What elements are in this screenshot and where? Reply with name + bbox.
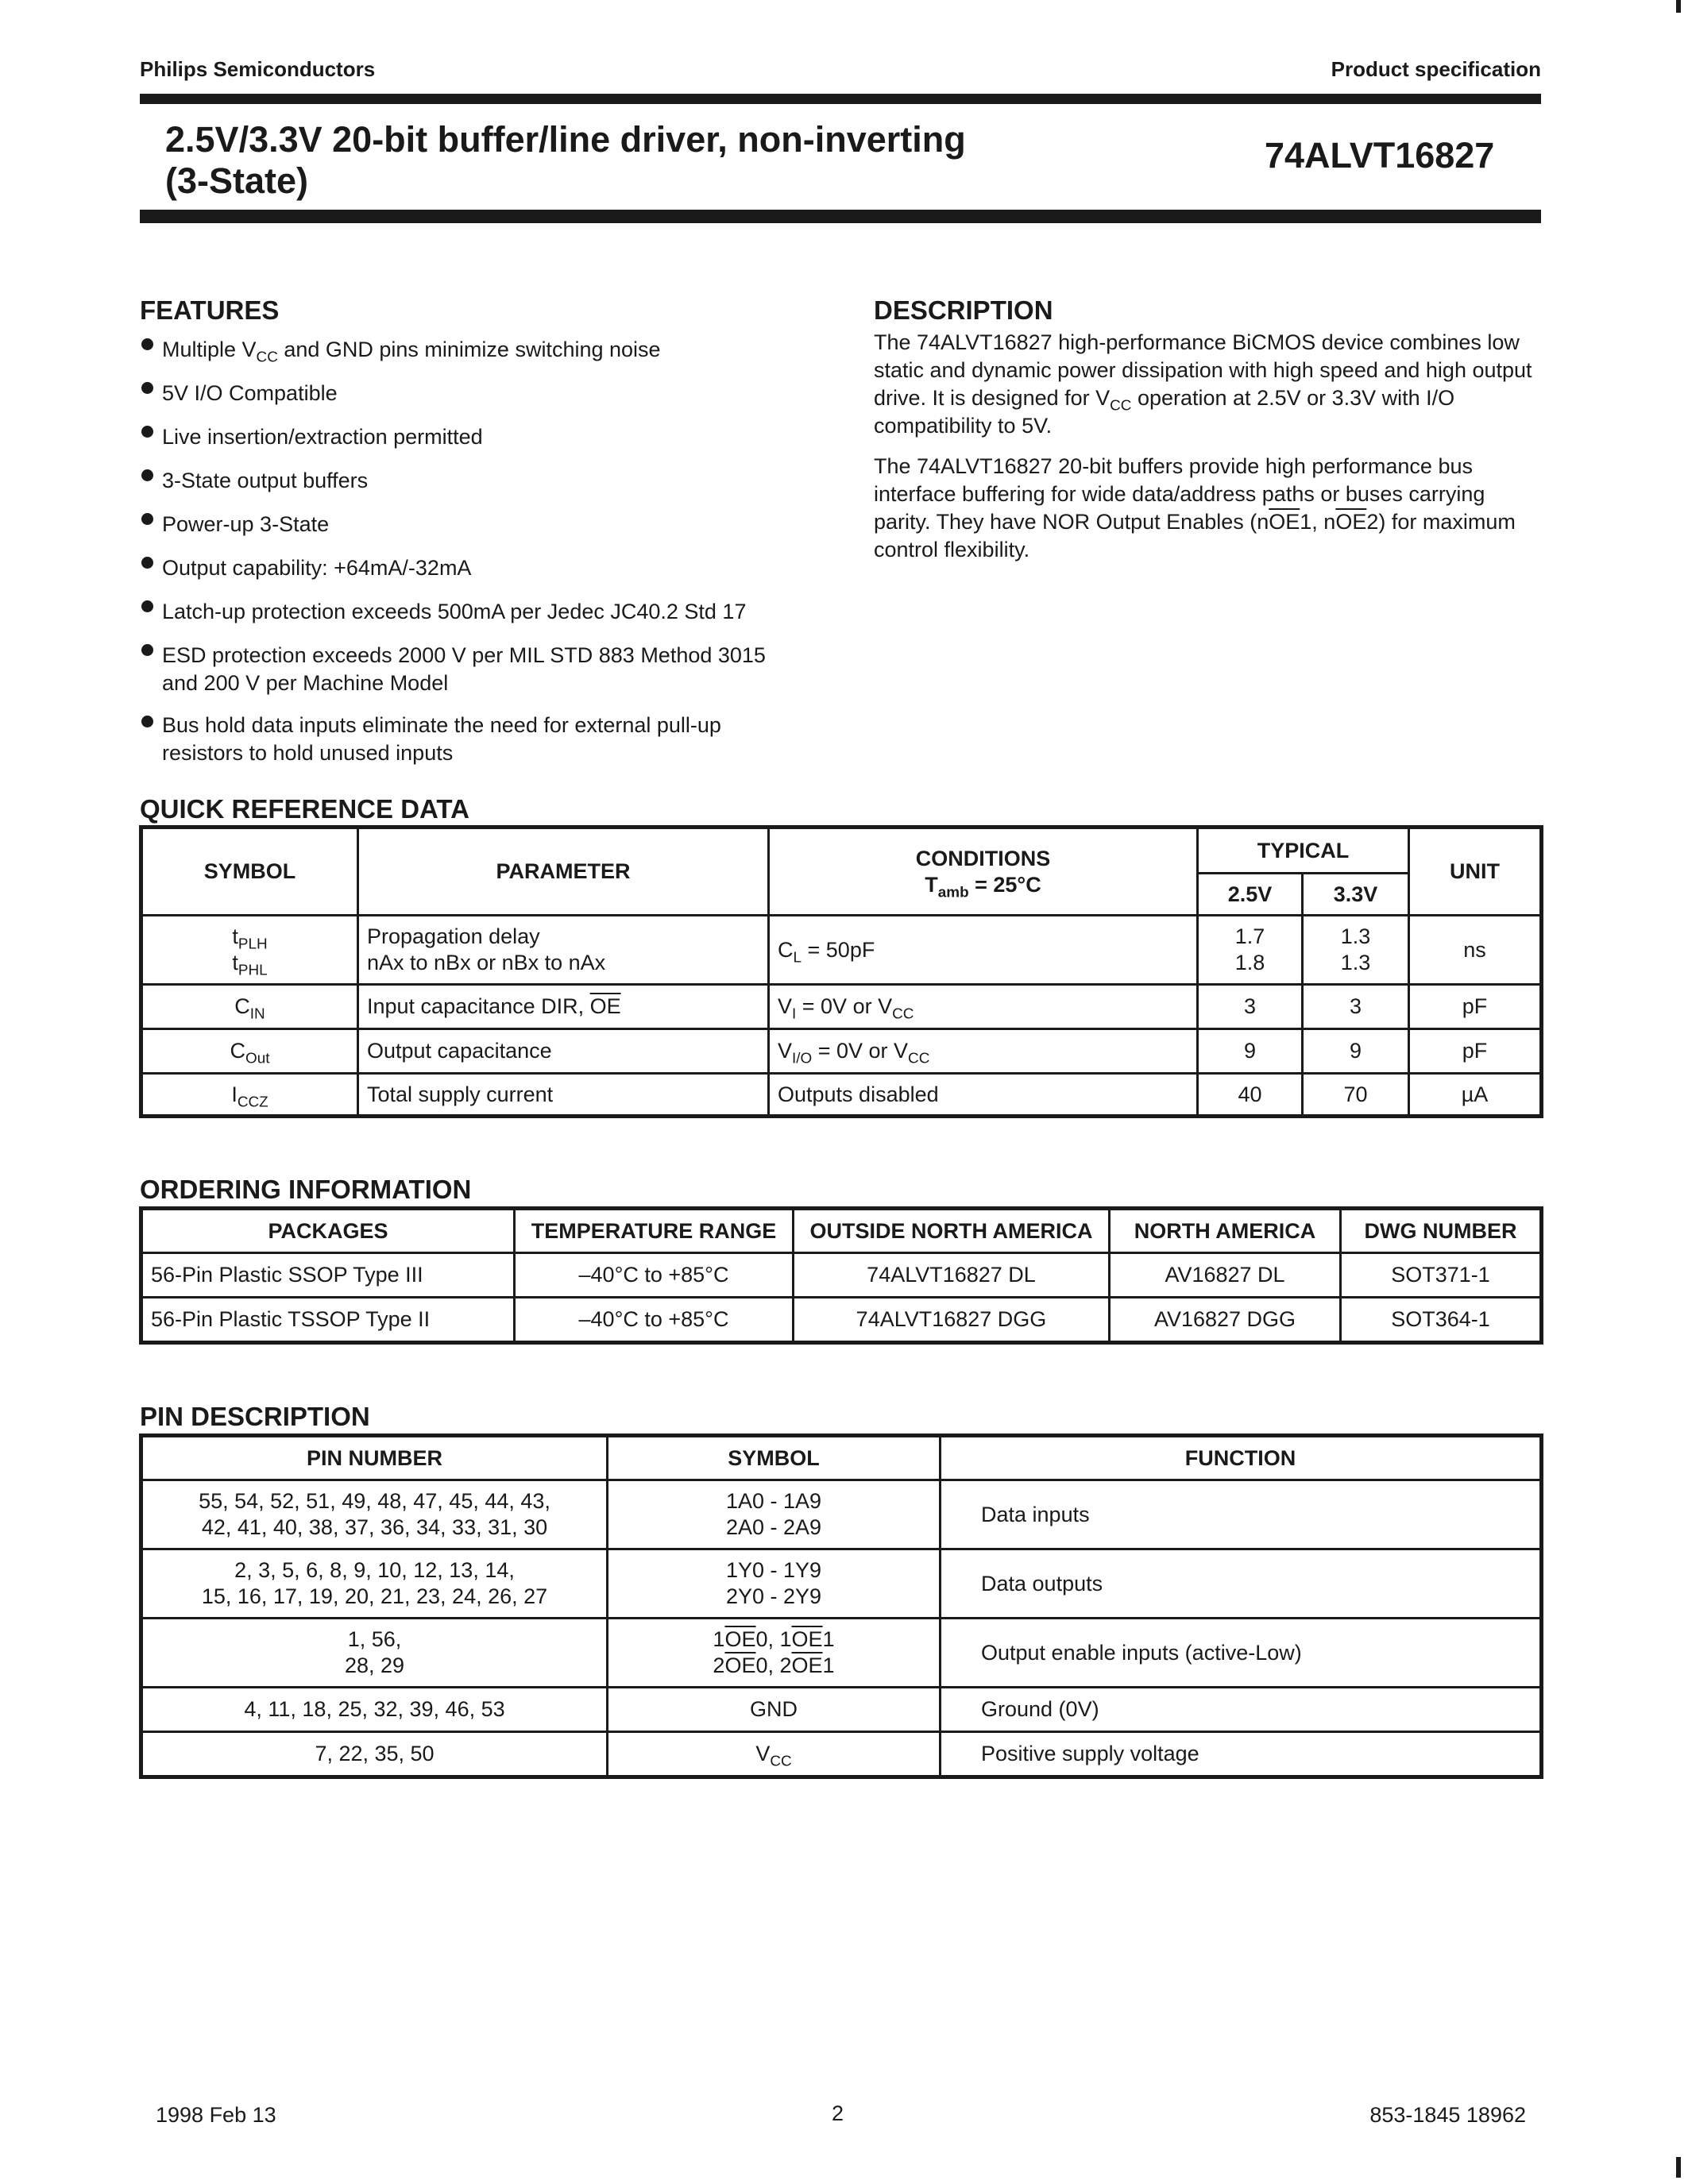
feature-item: Latch-up protection exceeds 500mA per Jedec JC40.2 Std 17: [162, 600, 747, 623]
description-body: [874, 329, 1541, 577]
qr-header-3v3: 3.3V: [1303, 874, 1409, 916]
feature-item-esd: ESD protection exceeds 2000 V per MIL STD 883 Method 3015 and 200 V per Machine Model: [162, 643, 766, 695]
pin-number: 2, 3, 5, 6, 8, 9, 10, 12, 13, 14, 15, 16, 17, 19, 20, 21, 23, 24, 26, 27: [142, 1549, 608, 1619]
company-name: Philips Semiconductors: [140, 57, 376, 81]
bullet-icon: [141, 513, 153, 525]
pin-number: 4, 11, 18, 25, 32, 39, 46, 53: [142, 1688, 608, 1732]
table-row: [142, 1549, 1541, 1619]
ord-header-packages: PACKAGES: [142, 1210, 515, 1253]
pin-header-number: PIN NUMBER: [142, 1437, 608, 1480]
description-paragraph-1: The 74ALVT16827 high-performance BiCMOS device combines low static and dynamic power dissipation with high speed and high output drive. It is designed for $V_{CC}$ operation at 2.5V or 3.3V with I/O compatibility to 5V.: [874, 330, 1532, 438]
qr-conditions: $V_I = 0V$ or $V_{CC}$: [769, 985, 1198, 1029]
table-row: [142, 1298, 1541, 1342]
qr-unit: pF: [1409, 985, 1541, 1029]
table-row: [142, 1619, 1541, 1688]
ord-temperature: –40°C to +85°C: [515, 1253, 794, 1298]
qr-header-2v5: 2.5V: [1198, 874, 1303, 916]
crop-mark-top: [1676, 0, 1681, 13]
qr-value-2v5: 3: [1198, 985, 1303, 1029]
bullet-icon: [141, 382, 153, 394]
pin-symbol: 1Y0 - 1Y9 2Y0 - 2Y9: [608, 1549, 941, 1619]
table-row: [142, 1688, 1541, 1732]
qr-symbol: $t_{PLH}$ $t_{PHL}$: [142, 916, 358, 985]
ord-header-temperature: TEMPERATURE RANGE: [515, 1210, 794, 1253]
feature-item: 5V I/O Compatible: [162, 381, 338, 405]
ord-outside-na: 74ALVT16827 DL: [794, 1253, 1110, 1298]
qr-header-parameter: PARAMETER: [358, 828, 769, 916]
qr-parameter: Output capacitance: [358, 1029, 769, 1074]
ord-outside-na: 74ALVT16827 DGG: [794, 1298, 1110, 1342]
qr-parameter: Input capacitance DIR, $\overline{OE}$: [358, 985, 769, 1029]
qr-symbol: $C_{Out}$: [142, 1029, 358, 1074]
pin-description-table: [141, 1435, 1542, 1777]
bullet-icon: [141, 644, 153, 656]
qr-value-3v3: 9: [1303, 1029, 1409, 1074]
pin-header-function: FUNCTION: [941, 1437, 1541, 1480]
ord-na: AV16827 DGG: [1110, 1298, 1341, 1342]
qr-unit: µA: [1409, 1074, 1541, 1116]
ord-header-dwg: DWG NUMBER: [1341, 1210, 1541, 1253]
feature-item: Power-up 3-State: [162, 512, 330, 536]
pin-header-symbol: SYMBOL: [608, 1437, 941, 1480]
qr-symbol: $I_{CCZ}$: [142, 1074, 358, 1116]
feature-item: Multiple $V_{CC}$ and GND pins minimize switching noise: [162, 338, 661, 366]
description-heading: DESCRIPTION: [874, 295, 1053, 325]
ord-header-outside-na: OUTSIDE NORTH AMERICA: [794, 1210, 1110, 1253]
pin-symbol: $1\overline{OE}0$, $1\overline{OE}1$ $2\overline{OE}0$, $2\overline{OE}1$: [608, 1619, 941, 1688]
pin-function: Output enable inputs (active-Low): [941, 1619, 1541, 1688]
ord-na: AV16827 DL: [1110, 1253, 1341, 1298]
qr-value-2v5: 9: [1198, 1029, 1303, 1074]
bullet-icon: [141, 426, 153, 438]
bullet-icon: [141, 338, 153, 350]
table-row: [142, 985, 1541, 1029]
ord-temperature: –40°C to +85°C: [515, 1298, 794, 1342]
pin-symbol: $V_{CC}$: [608, 1732, 941, 1777]
qr-value-3v3: 70: [1303, 1074, 1409, 1116]
qr-header-symbol: SYMBOL: [142, 828, 358, 916]
pin-function: Ground (0V): [941, 1688, 1541, 1732]
pin-number: 1, 56, 28, 29: [142, 1619, 608, 1688]
header-rule-bottom: [140, 210, 1541, 223]
ordering-table: [141, 1208, 1542, 1343]
features-heading: FEATURES: [140, 295, 280, 325]
feature-item: 3-State output buffers: [162, 469, 369, 492]
doc-type: Product specification: [1331, 57, 1541, 81]
qr-value-2v5: 1.7 1.8: [1198, 916, 1303, 985]
crop-mark-bottom: [1676, 2157, 1681, 2178]
table-row: [142, 1480, 1541, 1549]
title-line-1: 2.5V/3.3V 20-bit buffer/line driver, non-inverting: [165, 119, 966, 160]
pin-function: Data outputs: [941, 1549, 1541, 1619]
pin-function: Positive supply voltage: [941, 1732, 1541, 1777]
qr-value-3v3: 1.3 1.3: [1303, 916, 1409, 985]
bullet-icon: [141, 716, 153, 727]
ord-dwg: SOT371-1: [1341, 1253, 1541, 1298]
ord-dwg: SOT364-1: [1341, 1298, 1541, 1342]
qr-unit: pF: [1409, 1029, 1541, 1074]
description-paragraph-2: The 74ALVT16827 20-bit buffers provide high performance bus interface buffering for wide data/address paths or buses carrying parity. They have NOR Output Enables ($n\overline{OE}1$, $n\overline{OE}2$) for maximum control flexibility.: [874, 454, 1516, 561]
page-number: 2: [832, 2101, 844, 2125]
table-row: [142, 1074, 1541, 1116]
qr-unit: ns: [1409, 916, 1541, 985]
table-row: [142, 1732, 1541, 1777]
pin-symbol: GND: [608, 1688, 941, 1732]
pin-symbol: 1A0 - 1A9 2A0 - 2A9: [608, 1480, 941, 1549]
qr-conditions: Outputs disabled: [769, 1074, 1198, 1116]
qr-header-typical: TYPICAL: [1198, 828, 1409, 874]
qr-header-unit: UNIT: [1409, 828, 1541, 916]
feature-item-bus-hold: Bus hold data inputs eliminate the need for external pull-up resistors to hold unused inputs: [162, 713, 721, 765]
qr-value-3v3: 3: [1303, 985, 1409, 1029]
feature-item: Live insertion/extraction permitted: [162, 425, 483, 449]
quick-reference-heading: QUICK REFERENCE DATA: [140, 794, 469, 824]
bullet-icon: [141, 557, 153, 569]
qr-conditions: $V_{I/O} = 0V$ or $V_{CC}$: [769, 1029, 1198, 1074]
pin-description-heading: PIN DESCRIPTION: [140, 1402, 370, 1431]
bullet-icon: [141, 469, 153, 481]
qr-conditions: $C_L = 50pF$: [769, 916, 1198, 985]
document-code: 853-1845 18962: [1369, 2103, 1526, 2127]
feature-item: Output capability: +64mA/-32mA: [162, 556, 472, 580]
pin-function: Data inputs: [941, 1480, 1541, 1549]
pin-number: 55, 54, 52, 51, 49, 48, 47, 45, 44, 43, 42, 41, 40, 38, 37, 36, 34, 33, 31, 30: [142, 1480, 608, 1549]
quick-reference-table: [141, 827, 1542, 1117]
table-row: [142, 1029, 1541, 1074]
bullet-icon: [141, 600, 153, 612]
page-title: [165, 119, 966, 202]
ord-header-na: NORTH AMERICA: [1110, 1210, 1341, 1253]
qr-parameter: Propagation delay nAx to nBx or nBx to nAx: [358, 916, 769, 985]
qr-value-2v5: 40: [1198, 1074, 1303, 1116]
title-line-2: (3-State): [165, 160, 309, 201]
table-row: [142, 916, 1541, 985]
table-row: [142, 1253, 1541, 1298]
qr-symbol: $C_{IN}$: [142, 985, 358, 1029]
qr-parameter: Total supply current: [358, 1074, 769, 1116]
header-rule-top: [140, 94, 1541, 104]
ordering-heading: ORDERING INFORMATION: [140, 1175, 472, 1204]
ord-package: 56-Pin Plastic SSOP Type III: [142, 1253, 515, 1298]
pin-number: 7, 22, 35, 50: [142, 1732, 608, 1777]
part-number: 74ALVT16827: [1265, 135, 1495, 176]
footer-date: 1998 Feb 13: [156, 2103, 276, 2127]
ord-package: 56-Pin Plastic TSSOP Type II: [142, 1298, 515, 1342]
qr-header-conditions: CONDITIONS $T_{amb} = 25^\circ C$: [769, 828, 1198, 916]
